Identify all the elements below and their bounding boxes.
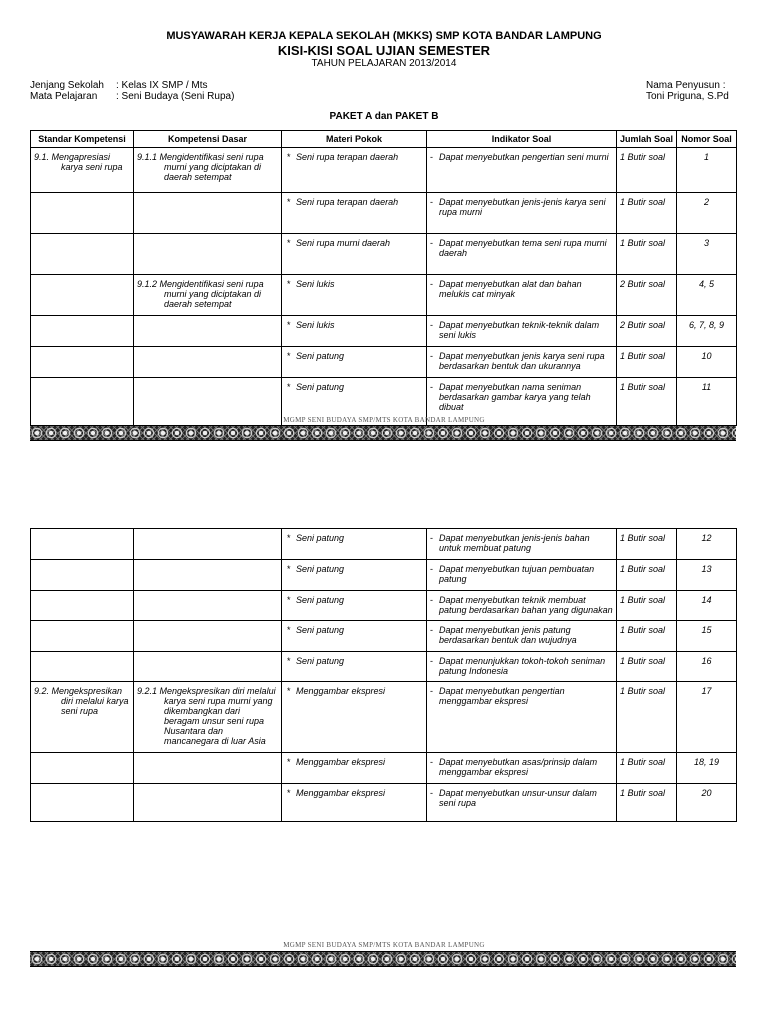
nomor-soal-cell: 12	[677, 529, 737, 560]
jumlah-soal-cell: 1 Butir soal	[617, 148, 677, 193]
col-materi-pokok: Materi Pokok	[282, 131, 427, 148]
jumlah-soal-cell: 1 Butir soal	[617, 378, 677, 426]
table-row	[31, 560, 737, 591]
indikator-soal-cell: - Dapat menunjukkan tokoh-tokoh seniman patung Indonesia	[427, 652, 617, 682]
jenjang-value: : Kelas IX SMP / Mts	[116, 80, 208, 91]
col-indikator-soal: Indikator Soal	[427, 131, 617, 148]
indikator-soal-cell: - Dapat menyebutkan jenis-jenis bahan untuk membuat patung	[427, 529, 617, 560]
table-row	[31, 148, 737, 193]
mapel-value: : Seni Budaya (Seni Rupa)	[116, 91, 235, 102]
materi-pokok-cell: * Seni patung	[282, 652, 427, 682]
standar-kompetensi-cell	[31, 784, 134, 822]
materi-pokok-cell: * Seni lukis	[282, 275, 427, 316]
nomor-soal-cell: 1	[677, 148, 737, 193]
kompetensi-dasar-cell	[134, 784, 282, 822]
jumlah-soal-cell: 1 Butir soal	[617, 682, 677, 753]
indikator-soal-cell: - Dapat menyebutkan alat dan bahan melukis cat minyak	[427, 275, 617, 316]
standar-kompetensi-cell	[31, 316, 134, 347]
indikator-soal-cell: - Dapat menyebutkan asas/prinsip dalam menggambar ekspresi	[427, 753, 617, 784]
jumlah-soal-cell: 1 Butir soal	[617, 652, 677, 682]
footer-text-2: MGMP SENI BUDAYA SMP/MTS KOTA BANDAR LAMPUNG	[283, 941, 485, 949]
table-row	[31, 621, 737, 652]
standar-kompetensi-cell	[31, 347, 134, 378]
table-row	[31, 652, 737, 682]
jumlah-soal-cell: 1 Butir soal	[617, 347, 677, 378]
kompetensi-dasar-cell: 9.2.1 Mengekspresikan diri melalui karya seni rupa murni yang dikembangkan dari beragam unsur seni rupa Nusantara dan mancanegara di luar Asia	[134, 682, 282, 753]
standar-kompetensi-cell: 9.2. Mengekspresikan diri melalui karya seni rupa	[31, 682, 134, 753]
kompetensi-dasar-cell	[134, 753, 282, 784]
kompetensi-dasar-cell: 9.1.1 Mengidentifikasi seni rupa murni yang diciptakan di daerah setempat	[134, 148, 282, 193]
nomor-soal-cell: 3	[677, 234, 737, 275]
indikator-soal-cell: - Dapat menyebutkan tema seni rupa murni daerah	[427, 234, 617, 275]
materi-pokok-cell: * Seni rupa terapan daerah	[282, 193, 427, 234]
kisi-kisi-table-page-1	[30, 130, 737, 426]
kompetensi-dasar-cell	[134, 529, 282, 560]
indikator-soal-cell: - Dapat menyebutkan pengertian seni murni	[427, 148, 617, 193]
ornament-border-1	[30, 425, 736, 441]
indikator-soal-cell: - Dapat menyebutkan jenis patung berdasarkan bentuk dan wujudnya	[427, 621, 617, 652]
indikator-soal-cell: - Dapat menyebutkan teknik membuat patung berdasarkan bahan yang digunakan	[427, 591, 617, 621]
penyusun-value: Toni Priguna, S.Pd	[646, 91, 729, 102]
materi-pokok-cell: * Seni patung	[282, 347, 427, 378]
nomor-soal-cell: 2	[677, 193, 737, 234]
nomor-soal-cell: 14	[677, 591, 737, 621]
jumlah-soal-cell: 2 Butir soal	[617, 275, 677, 316]
standar-kompetensi-cell	[31, 753, 134, 784]
indikator-soal-cell: - Dapat menyebutkan tujuan pembuatan patung	[427, 560, 617, 591]
jenjang-label: Jenjang Sekolah	[30, 80, 104, 91]
paket-heading: PAKET A dan PAKET B	[329, 111, 439, 122]
academic-year: TAHUN PELAJARAN 2013/2014	[311, 58, 457, 69]
jumlah-soal-cell: 1 Butir soal	[617, 753, 677, 784]
indikator-soal-cell: - Dapat menyebutkan nama seniman berdasarkan gambar karya yang telah dibuat	[427, 378, 617, 426]
jumlah-soal-cell: 1 Butir soal	[617, 234, 677, 275]
kompetensi-dasar-cell	[134, 560, 282, 591]
materi-pokok-cell: * Seni patung	[282, 621, 427, 652]
indikator-soal-cell: - Dapat menyebutkan unsur-unsur dalam seni rupa	[427, 784, 617, 822]
kisi-kisi-table-page-2	[30, 528, 737, 822]
table-row	[31, 193, 737, 234]
penyusun-label: Nama Penyusun :	[646, 80, 726, 91]
indikator-soal-cell: - Dapat menyebutkan teknik-teknik dalam seni lukis	[427, 316, 617, 347]
col-nomor-soal: Nomor Soal	[677, 131, 737, 148]
table-row	[31, 591, 737, 621]
mapel-label: Mata Pelajaran	[30, 91, 98, 102]
nomor-soal-cell: 11	[677, 378, 737, 426]
kompetensi-dasar-cell	[134, 591, 282, 621]
standar-kompetensi-cell	[31, 591, 134, 621]
jumlah-soal-cell: 1 Butir soal	[617, 529, 677, 560]
nomor-soal-cell: 10	[677, 347, 737, 378]
nomor-soal-cell: 18, 19	[677, 753, 737, 784]
materi-pokok-cell: * Seni patung	[282, 591, 427, 621]
table-row	[31, 347, 737, 378]
document-title: KISI-KISI SOAL UJIAN SEMESTER	[277, 43, 491, 58]
kompetensi-dasar-cell	[134, 652, 282, 682]
materi-pokok-cell: * Menggambar ekspresi	[282, 784, 427, 822]
standar-kompetensi-cell	[31, 621, 134, 652]
materi-pokok-cell: * Seni patung	[282, 529, 427, 560]
standar-kompetensi-cell	[31, 193, 134, 234]
nomor-soal-cell: 13	[677, 560, 737, 591]
table-row	[31, 275, 737, 316]
jumlah-soal-cell: 1 Butir soal	[617, 560, 677, 591]
jumlah-soal-cell: 1 Butir soal	[617, 784, 677, 822]
table-header-row	[31, 131, 737, 148]
footer-text-1: MGMP SENI BUDAYA SMP/MTS KOTA BANDAR LAMPUNG	[283, 416, 485, 424]
table-row	[31, 753, 737, 784]
materi-pokok-cell: * Menggambar ekspresi	[282, 753, 427, 784]
jumlah-soal-cell: 1 Butir soal	[617, 193, 677, 234]
indikator-soal-cell: - Dapat menyebutkan jenis-jenis karya seni rupa murni	[427, 193, 617, 234]
col-jumlah-soal: Jumlah Soal	[617, 131, 677, 148]
kompetensi-dasar-cell: 9.1.2 Mengidentifikasi seni rupa murni yang diciptakan di daerah setempat	[134, 275, 282, 316]
nomor-soal-cell: 15	[677, 621, 737, 652]
standar-kompetensi-cell	[31, 652, 134, 682]
materi-pokok-cell: * Seni rupa murni daerah	[282, 234, 427, 275]
nomor-soal-cell: 6, 7, 8, 9	[677, 316, 737, 347]
standar-kompetensi-cell	[31, 234, 134, 275]
materi-pokok-cell: * Seni patung	[282, 378, 427, 426]
nomor-soal-cell: 20	[677, 784, 737, 822]
table-row	[31, 529, 737, 560]
nomor-soal-cell: 4, 5	[677, 275, 737, 316]
nomor-soal-cell: 16	[677, 652, 737, 682]
ornament-border-2	[30, 951, 736, 967]
indikator-soal-cell: - Dapat menyebutkan pengertian menggambar ekspresi	[427, 682, 617, 753]
kompetensi-dasar-cell	[134, 193, 282, 234]
table-row	[31, 234, 737, 275]
col-kompetensi-dasar: Kompetensi Dasar	[134, 131, 282, 148]
table-row	[31, 316, 737, 347]
table-row	[31, 784, 737, 822]
standar-kompetensi-cell	[31, 560, 134, 591]
materi-pokok-cell: * Seni rupa terapan daerah	[282, 148, 427, 193]
org-name: MUSYAWARAH KERJA KEPALA SEKOLAH (MKKS) SMP KOTA BANDAR LAMPUNG	[166, 30, 602, 42]
standar-kompetensi-cell: 9.1. Mengapresiasi karya seni rupa	[31, 148, 134, 193]
nomor-soal-cell: 17	[677, 682, 737, 753]
jumlah-soal-cell: 1 Butir soal	[617, 591, 677, 621]
kompetensi-dasar-cell	[134, 621, 282, 652]
indikator-soal-cell: - Dapat menyebutkan jenis karya seni rupa berdasarkan bentuk dan ukurannya	[427, 347, 617, 378]
materi-pokok-cell: * Seni patung	[282, 560, 427, 591]
standar-kompetensi-cell	[31, 529, 134, 560]
jumlah-soal-cell: 1 Butir soal	[617, 621, 677, 652]
table-row	[31, 682, 737, 753]
kompetensi-dasar-cell	[134, 316, 282, 347]
standar-kompetensi-cell	[31, 275, 134, 316]
kompetensi-dasar-cell	[134, 347, 282, 378]
jumlah-soal-cell: 2 Butir soal	[617, 316, 677, 347]
materi-pokok-cell: * Seni lukis	[282, 316, 427, 347]
materi-pokok-cell: * Menggambar ekspresi	[282, 682, 427, 753]
col-standar-kompetensi: Standar Kompetensi	[31, 131, 134, 148]
kompetensi-dasar-cell	[134, 234, 282, 275]
